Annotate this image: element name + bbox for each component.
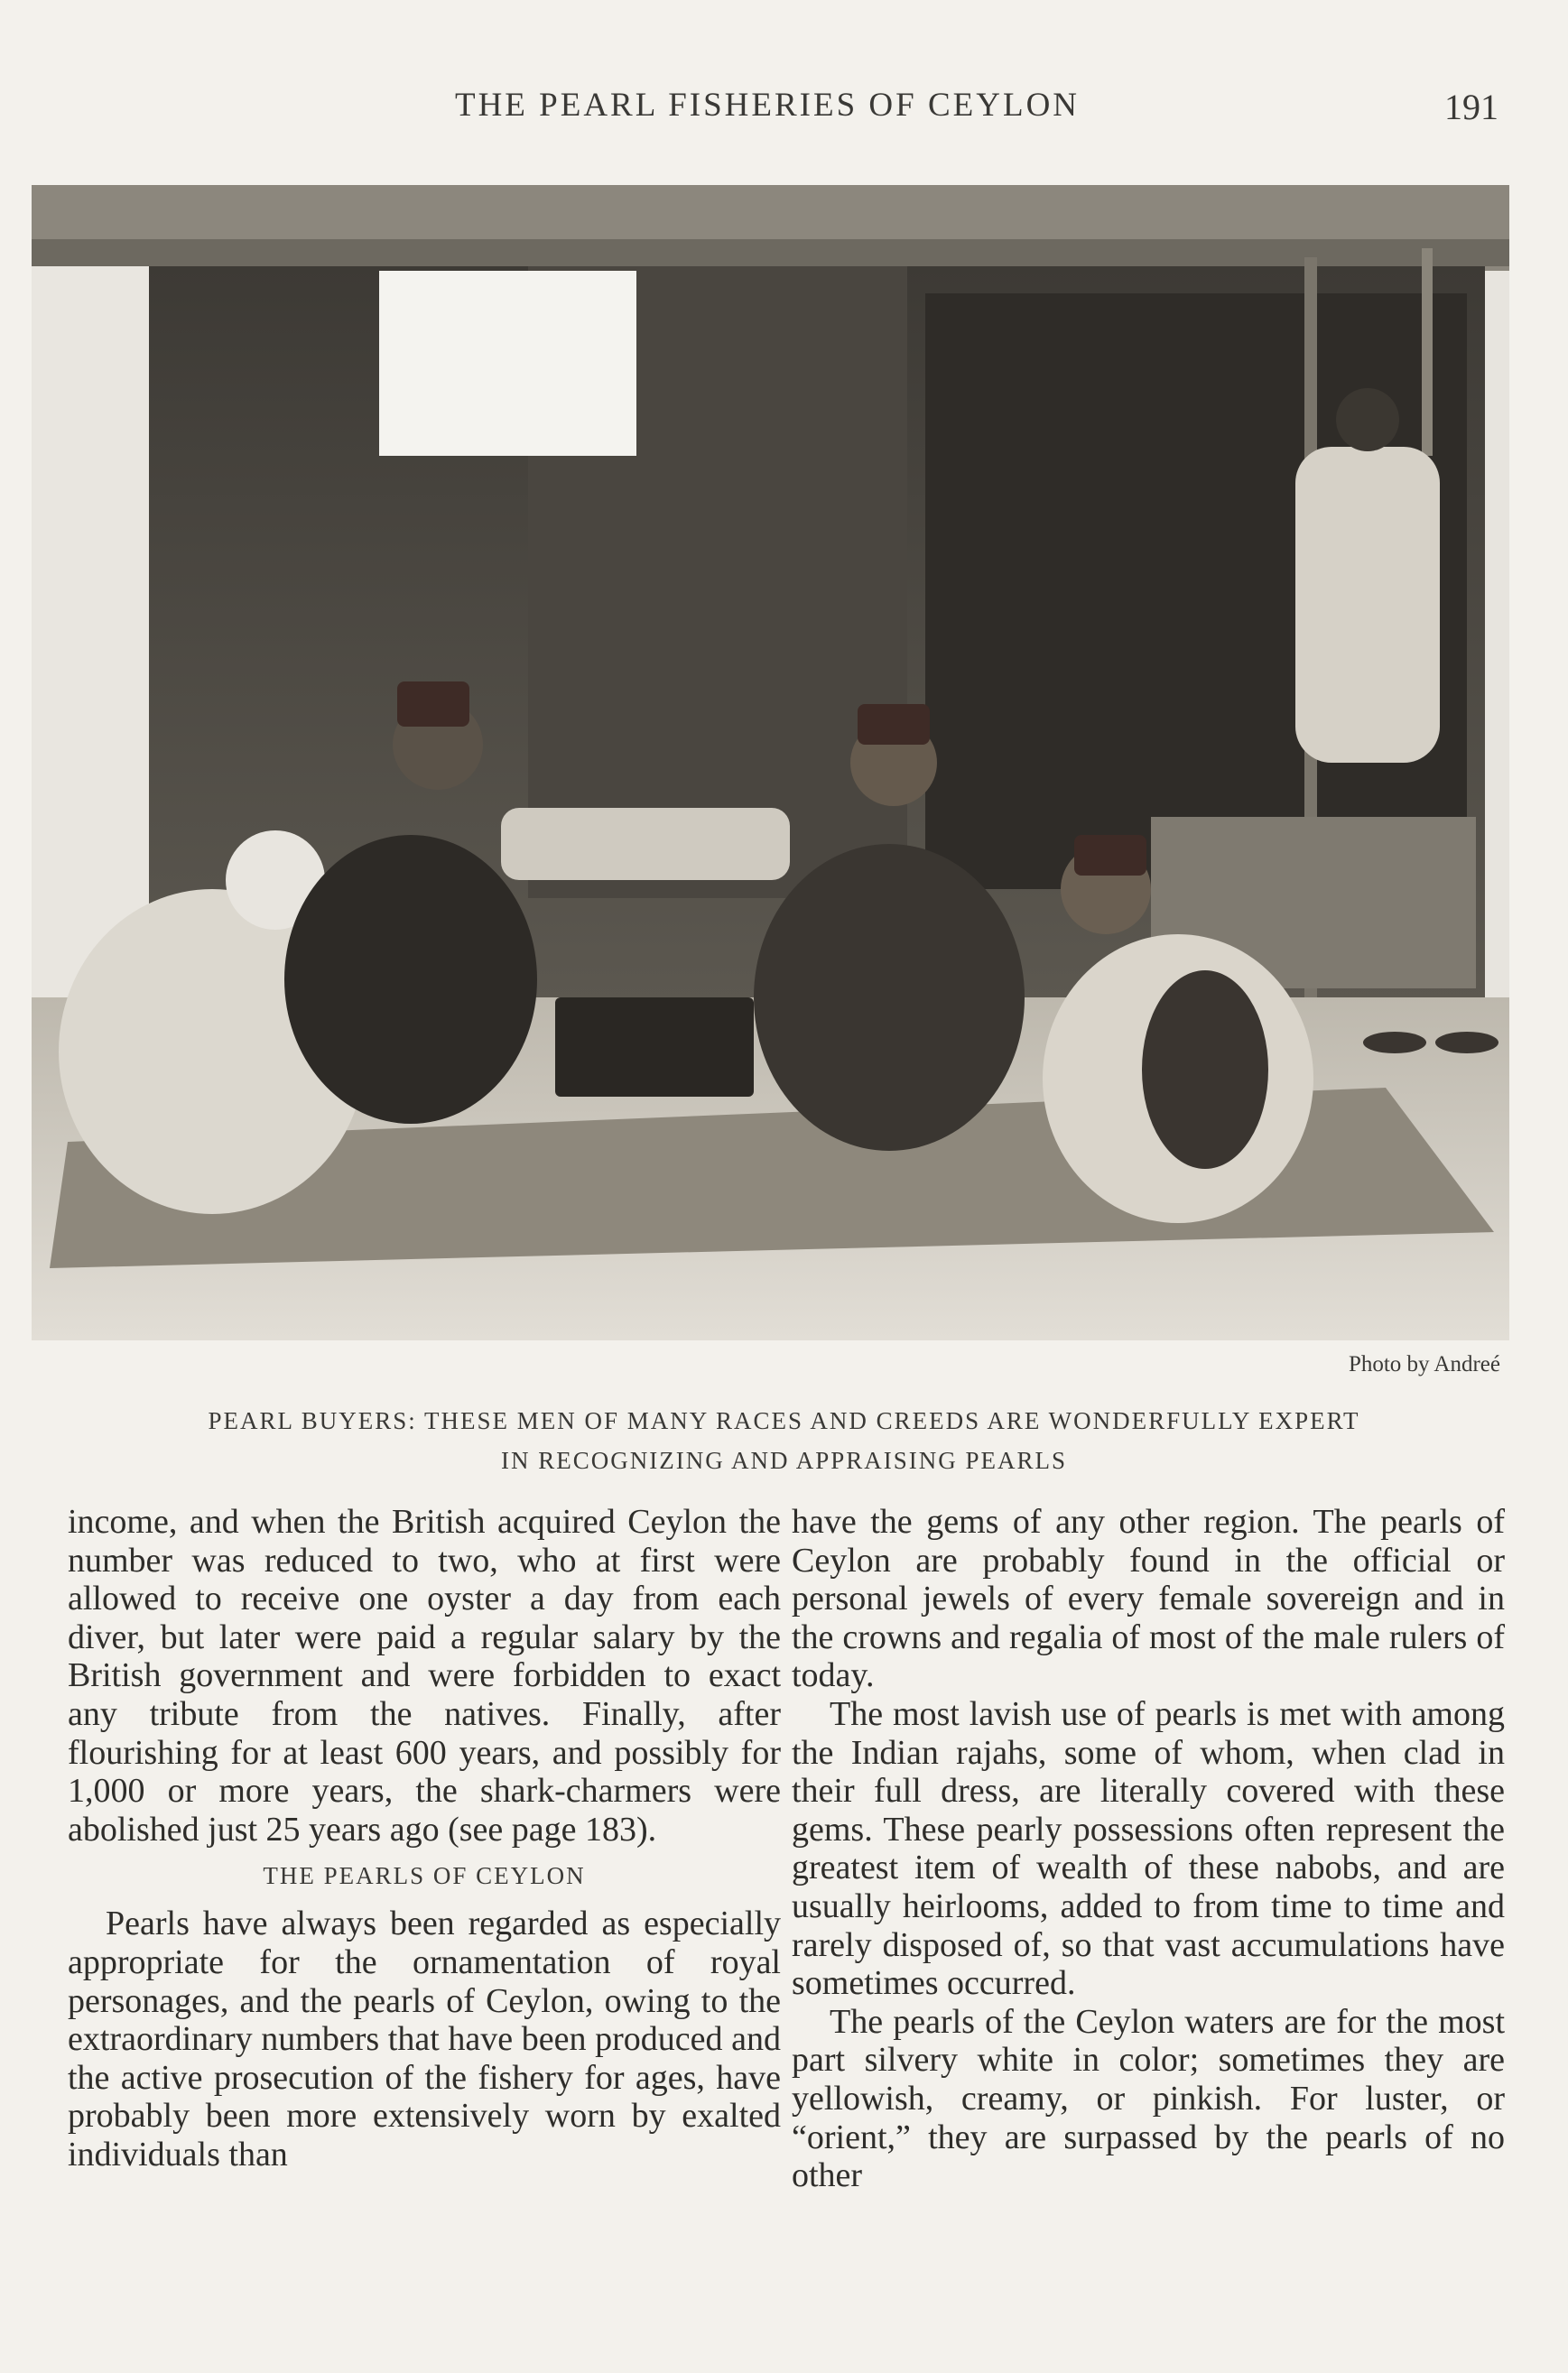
section-heading: THE PEARLS OF CEYLON [263, 1862, 586, 1890]
caption-line-1: PEARL BUYERS: THESE MEN OF MANY RACES AND CREEDS ARE WONDERFULLY EXPERT [208, 1407, 1360, 1434]
right-paragraph-2: The most lavish use of pearls is met with among the Indian rajahs, some of whom, when clad in their full dress, are literally covered with these gems. These pearly possessions often represent the greatest item of wealth of these nabobs, and are usually heirlooms, added to from time to time and rarely disposed of, so that vast accumulations have sometimes occurred. [792, 1694, 1505, 2003]
figure-caption [41, 1401, 1527, 1480]
photograph-pearl-buyers [32, 185, 1509, 1340]
left-column [68, 1503, 781, 2174]
photo-illustration [32, 185, 1509, 1340]
right-paragraph-3: The pearls of the Ceylon waters are for the most part silvery white in color; sometimes they are yellowish, creamy, or pinkish. For luster, or “orient,” they are surpassed by the pearls of no other [792, 2002, 1505, 2195]
right-column [792, 1503, 1505, 2195]
page-number: 191 [1444, 87, 1498, 127]
photo-credit: Photo by Andreé [1348, 1352, 1500, 1377]
caption-line-2: IN RECOGNIZING AND APPRAISING PEARLS [500, 1447, 1068, 1474]
left-paragraph-2: Pearls have always been regarded as especially appropriate for the ornamentation of royal personages, and the pearls of Ceylon, owing to the extraordinary numbers that have been produced and the active prosecution of the fishery for ages, have probably been more extensively worn by exalted individuals than [68, 1905, 781, 2174]
running-title: THE PEARL FISHERIES OF CEYLON [454, 87, 1081, 124]
right-paragraph-1: have the gems of any other region. The pearls of Ceylon are probably found in the official or personal jewels of every female sovereign and in the crowns and regalia of most of the male rulers of today. [792, 1503, 1505, 1695]
left-paragraph-1: income, and when the British acquired Ceylon the number was reduced to two, who at first were allowed to receive one oyster a day from each diver, but later were paid a regular salary by the British government and were forbidden to exact any tribute from the natives. Finally, after flourishing for at least 600 years, and possibly for 1,000 or more years, the shark-charmers were abolished just 25 years ago (see page 183). [68, 1503, 781, 1849]
